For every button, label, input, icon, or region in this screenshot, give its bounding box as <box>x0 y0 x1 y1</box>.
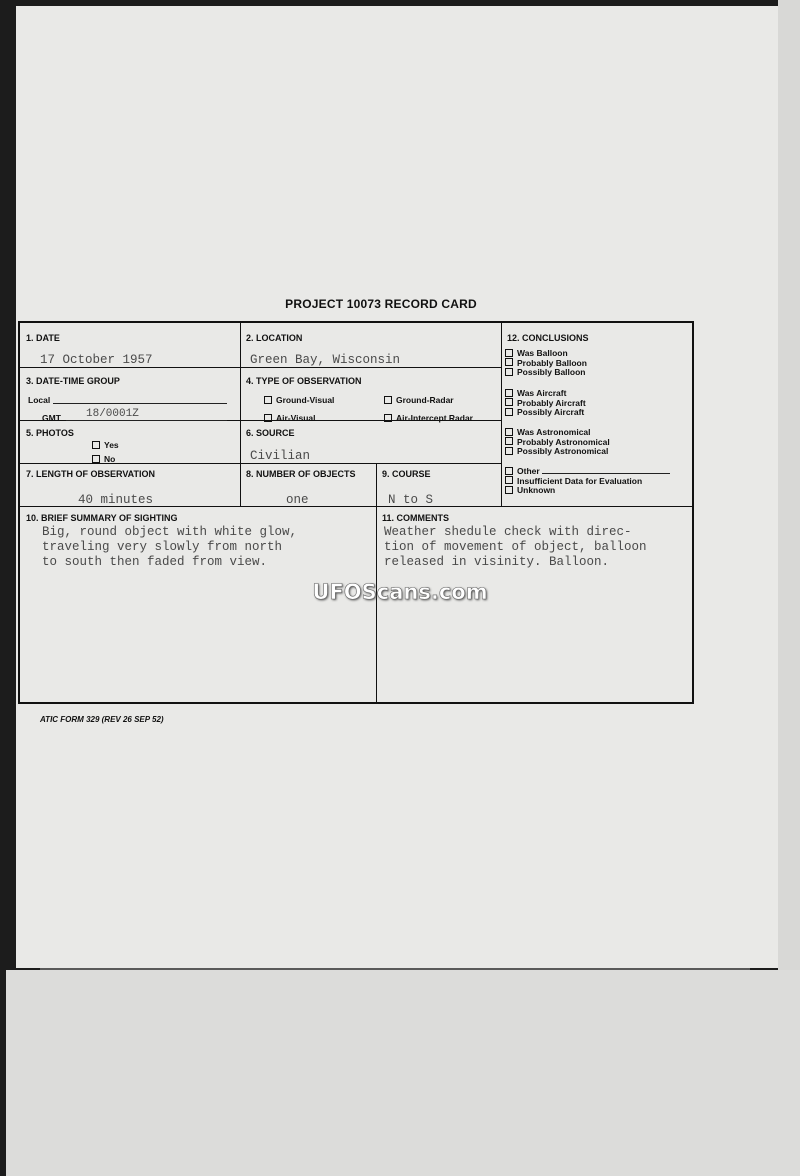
location-label: 2. LOCATION <box>246 333 303 343</box>
conclusion-group-balloon: Was Balloon Probably Balloon Possibly Balloon <box>505 349 587 378</box>
photos-no-option: No <box>92 454 115 464</box>
source-label: 6. SOURCE <box>246 428 295 438</box>
date-label: 1. DATE <box>26 333 60 343</box>
gmt-label: GMT <box>42 413 61 423</box>
option-ground-visual: Ground-Visual <box>264 395 334 405</box>
summary-label: 10. BRIEF SUMMARY OF SIGHTING <box>26 513 178 523</box>
summary-line-3: to south then faded from view. <box>42 555 268 569</box>
conclusion-group-other: Other Insufficient Data for Evaluation Unknown <box>505 467 670 496</box>
watermark: UFOScans.com <box>312 580 488 604</box>
date-value: 17 October 1957 <box>40 353 153 367</box>
location-value: Green Bay, Wisconsin <box>250 353 401 367</box>
option-air-visual: Air-Visual <box>264 413 316 423</box>
comments-line-1: Weather shedule check with direc- <box>384 525 632 539</box>
underlying-sheet <box>6 970 800 1176</box>
comments-line-2: tion of movement of object, balloon <box>384 540 647 554</box>
gmt-value: 18/0001Z <box>86 408 139 420</box>
local-label: Local <box>28 395 51 405</box>
photos-yes-option: Yes <box>92 440 119 450</box>
photos-label: 5. PHOTOS <box>26 428 74 438</box>
record-card-form <box>18 321 694 704</box>
number-of-objects-label: 8. NUMBER OF OBJECTS <box>246 469 356 479</box>
form-footer: ATIC FORM 329 (REV 26 SEP 52) <box>40 715 164 724</box>
course-label: 9. COURSE <box>382 469 431 479</box>
conclusions-label: 12. CONCLUSIONS <box>507 333 589 343</box>
source-value: Civilian <box>250 449 311 463</box>
type-of-observation-label: 4. TYPE OF OBSERVATION <box>246 376 362 386</box>
option-ground-radar: Ground-Radar <box>384 395 454 405</box>
comments-line-3: released in visinity. Balloon. <box>384 555 610 569</box>
summary-line-1: Big, round object with white glow, <box>42 525 298 539</box>
number-of-objects-value: one <box>286 493 309 507</box>
summary-line-2: traveling very slowly from north <box>42 540 283 554</box>
option-air-intercept-radar: Air-Intercept Radar <box>384 413 473 423</box>
conclusion-group-astronomical: Was Astronomical Probably Astronomical Possibly Astronomical <box>505 428 610 457</box>
length-of-observation-label: 7. LENGTH OF OBSERVATION <box>26 469 156 479</box>
date-time-group-label: 3. DATE-TIME GROUP <box>26 376 120 386</box>
card-title: PROJECT 10073 RECORD CARD <box>285 297 477 311</box>
course-value: N to S <box>388 493 434 507</box>
comments-label: 11. COMMENTS <box>382 513 450 523</box>
conclusion-group-aircraft: Was Aircraft Probably Aircraft Possibly Aircraft <box>505 389 586 418</box>
length-of-observation-value: 40 minutes <box>78 493 154 507</box>
